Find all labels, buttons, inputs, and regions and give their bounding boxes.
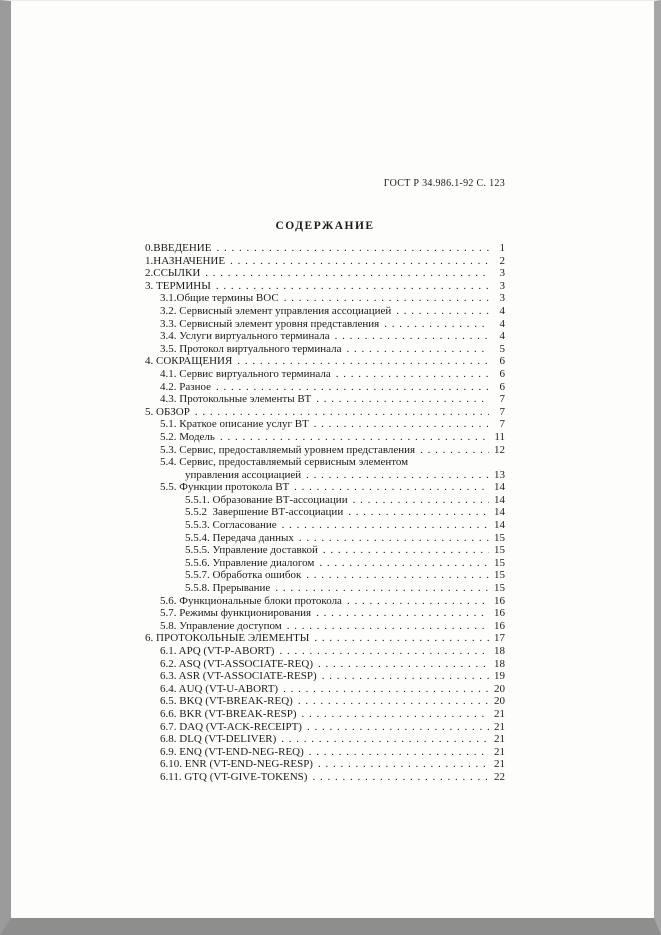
toc-entry	[145, 595, 505, 608]
toc-entry-label: 5.1. Краткое описание услуг ВТ	[160, 418, 309, 431]
toc-entry-label: 5.3. Сервис, предоставляемый уровнем представления	[160, 443, 416, 456]
toc-entry-page: 4	[499, 317, 505, 330]
toc-entry-label: 4.2. Разное	[160, 380, 211, 393]
toc-entry	[145, 305, 505, 318]
toc-entry	[145, 418, 505, 431]
dot-leader	[232, 355, 489, 368]
toc-entry	[145, 658, 505, 671]
toc-entry-page: 21	[494, 745, 505, 758]
toc-entry-label: управления ассоциацией	[185, 468, 302, 481]
toc-entry-page: 13	[494, 468, 505, 481]
toc-entry	[145, 381, 505, 394]
toc-entry-page: 3	[499, 292, 505, 305]
toc-entry-label: 6.11. GTQ (VT-GIVE-TOKENS)	[160, 770, 308, 783]
toc-entry-label: 5.5.4. Передача данных	[185, 531, 294, 544]
dot-leader	[379, 318, 489, 331]
toc-entry-label: 6.7. DAQ (VT-ACK-RECEIPT)	[160, 720, 302, 733]
toc-entry-label: 6. ПРОТОКОЛЬНЫЕ ЭЛЕМЕНТЫ	[145, 632, 310, 645]
toc-entry	[145, 267, 505, 280]
dot-leader	[301, 469, 489, 482]
dot-leader	[391, 305, 489, 318]
toc-entry-page: 20	[494, 682, 505, 695]
toc-entry-label: 5.2. Модель	[160, 430, 215, 443]
toc-entry-page: 7	[499, 393, 505, 406]
toc-entry-page: 3	[499, 279, 505, 292]
dot-leader	[330, 330, 489, 343]
toc-entry	[145, 431, 505, 444]
dot-leader	[301, 569, 489, 582]
toc-entry-label: 3. ТЕРМИНЫ	[145, 279, 211, 292]
dot-leader	[297, 708, 490, 721]
dot-leader	[348, 494, 489, 507]
toc-entry-page: 17	[494, 632, 505, 645]
toc-entry-label: 5.5.7. Обработка ошибок	[185, 569, 302, 582]
toc-entry	[145, 318, 505, 331]
toc-entry-page: 22	[494, 770, 505, 783]
toc-entry	[145, 368, 505, 381]
toc-entry	[145, 645, 505, 658]
doc-reference-header: ГОСТ Р 34.986.1-92 С. 123	[383, 178, 505, 189]
dot-leader	[311, 607, 489, 620]
dot-leader	[415, 444, 489, 457]
toc-entry	[145, 519, 505, 532]
dot-leader	[282, 620, 489, 633]
toc-entry-page: 14	[494, 519, 505, 532]
toc-entry-label: 6.3. ASR (VT-ASSOCIATE-RESP)	[160, 670, 317, 683]
toc-entry	[145, 569, 505, 582]
toc-entry-label: 5.5.8. Прерывание	[185, 582, 271, 595]
toc-entry-page: 7	[499, 405, 505, 418]
toc-entry-page: 6	[499, 367, 505, 380]
dot-leader	[309, 632, 489, 645]
toc-entry-page: 19	[494, 670, 505, 683]
toc-entry-label: 5.7. Режимы функционирования	[160, 607, 312, 620]
dot-leader	[274, 645, 489, 658]
toc-entry-label: 5.5.2 Завершение ВТ-ассоциации	[185, 506, 344, 519]
toc-entry-label: 6.9. ENQ (VT-END-NEG-REQ)	[160, 745, 304, 758]
toc-entry	[145, 506, 505, 519]
dot-leader	[225, 255, 489, 268]
dot-leader	[200, 267, 489, 280]
toc-entry-label: 3.1.Общие термины ВОС	[160, 292, 279, 305]
toc-entry-page: 3	[499, 267, 505, 280]
dot-leader	[342, 343, 489, 356]
dot-leader	[215, 431, 489, 444]
toc-entry-label: 5.5.1. Образование ВТ-ассоциации	[185, 493, 348, 506]
dot-leader	[270, 582, 489, 595]
toc-entry-page: 21	[494, 733, 505, 746]
toc-entry	[145, 607, 505, 620]
toc-entry-label: 3.4. Услуги виртуального терминала	[160, 330, 330, 343]
toc-entry-page: 21	[494, 758, 505, 771]
toc-entry-label: 2.ССЫЛКИ	[145, 267, 201, 280]
toc-entry-page: 21	[494, 707, 505, 720]
dot-leader	[276, 733, 489, 746]
toc-entry	[145, 494, 505, 507]
dot-leader	[277, 519, 489, 532]
toc-entry-page: 6	[499, 380, 505, 393]
toc-entry-page: 12	[494, 443, 505, 456]
dot-leader	[294, 532, 489, 545]
toc-entry	[145, 733, 505, 746]
dot-leader	[211, 381, 489, 394]
toc-entry-page: 14	[494, 506, 505, 519]
toc-entry	[145, 758, 505, 771]
toc-entry-label: 5.5.5. Управление доставкой	[185, 544, 318, 557]
toc-entry-label: 3.5. Протокол виртуального терминала	[160, 342, 342, 355]
toc-entry	[145, 456, 505, 469]
toc-entry	[145, 695, 505, 708]
toc-entry-label: 5.4. Сервис, предоставляемый сервисным элементом	[160, 456, 409, 469]
toc-entry	[145, 343, 505, 356]
toc-entry-page: 18	[494, 657, 505, 670]
toc-entry-label: 3.3. Сервисный элемент уровня представления	[160, 317, 380, 330]
toc-entry	[145, 544, 505, 557]
toc-entry	[145, 532, 505, 545]
toc-entry-label: 6.1. APQ (VT-P-ABORT)	[160, 645, 275, 657]
toc-entry-label: 5.5.3. Согласование	[185, 519, 277, 532]
toc-entry-page: 1	[499, 242, 505, 254]
toc-entry	[145, 683, 505, 696]
dot-leader	[307, 771, 489, 784]
dot-leader	[293, 695, 489, 708]
toc-entry-page: 4	[499, 304, 505, 317]
toc-entry	[145, 292, 505, 305]
toc-entry-page: 18	[494, 645, 505, 657]
toc-entry-label: 5.6. Функциональные блоки протокола	[160, 594, 342, 607]
dot-leader	[343, 506, 489, 519]
toc-entry	[145, 721, 505, 734]
toc-entry	[145, 242, 505, 255]
dot-leader	[309, 418, 489, 431]
dot-leader	[190, 406, 489, 419]
toc-entry-page: 16	[494, 594, 505, 607]
toc-entry-label: 5.5. Функции протокола ВТ	[160, 481, 290, 494]
toc-entry	[145, 708, 505, 721]
dot-leader	[304, 746, 489, 759]
dot-leader	[313, 758, 489, 771]
toc-entry-label: 0.ВВЕДЕНИЕ	[145, 242, 212, 254]
dot-leader	[279, 292, 489, 305]
toc-entry-page: 15	[494, 582, 505, 595]
toc-entry-label: 5. ОБЗОР	[145, 405, 190, 418]
toc-entry-page: 5	[499, 342, 505, 355]
toc-entry-label: 6.2. ASQ (VT-ASSOCIATE-REQ)	[160, 657, 313, 670]
toc-list	[145, 242, 505, 784]
toc-entry-page: 20	[494, 695, 505, 708]
toc-entry	[145, 670, 505, 683]
dot-leader	[331, 368, 489, 381]
dot-leader	[317, 670, 489, 683]
toc-entry	[145, 406, 505, 419]
toc-entry-page: 6	[499, 355, 505, 368]
dot-leader	[278, 683, 489, 696]
toc-entry	[145, 481, 505, 494]
toc-entry-label: 4.3. Протокольные элементы ВТ	[160, 393, 312, 406]
dot-leader	[302, 721, 489, 734]
toc-entry	[145, 393, 505, 406]
toc-entry-label: 6.4. AUQ (VT-U-ABORT)	[160, 682, 279, 695]
toc-entry-page: 21	[494, 720, 505, 733]
toc-entry	[145, 771, 505, 784]
toc-entry	[145, 444, 505, 457]
toc-entry-page: 15	[494, 569, 505, 582]
page-title: СОДЕРЖАНИЕ	[275, 220, 375, 232]
toc-entry-label: 5.8. Управление доступом	[160, 619, 282, 632]
dot-leader	[318, 544, 489, 557]
toc-entry-page: 7	[499, 418, 505, 431]
toc-entry	[145, 330, 505, 343]
dot-leader	[314, 557, 489, 570]
toc-entry-page: 15	[494, 544, 505, 557]
dot-leader	[342, 595, 489, 608]
toc-entry	[145, 280, 505, 293]
toc-entry-label: 3.2. Сервисный элемент управления ассоциацией	[160, 304, 392, 317]
toc-entry-label: 5.5.6. Управление диалогом	[185, 556, 315, 569]
dot-leader	[311, 393, 489, 406]
toc-entry-page: 16	[494, 607, 505, 620]
toc-entry-label: 4. СОКРАЩЕНИЯ	[145, 355, 233, 368]
toc-entry	[145, 620, 505, 633]
toc-entry-page: 14	[494, 481, 505, 494]
toc-entry-label: 6.6. BKR (VT-BREAK-RESP)	[160, 707, 297, 720]
toc-entry-page: 15	[494, 531, 505, 544]
dot-leader	[211, 280, 489, 293]
toc-entry-page: 15	[494, 556, 505, 569]
dot-leader	[211, 242, 489, 255]
toc-entry-label: 6.5. BKQ (VT-BREAK-REQ)	[160, 695, 293, 708]
toc-entry-page: 2	[499, 254, 505, 267]
toc-entry	[145, 255, 505, 268]
page-content	[145, 1, 505, 784]
toc-entry	[145, 632, 505, 645]
toc-entry	[145, 355, 505, 368]
toc-entry-label: 6.10. ENR (VT-END-NEG-RESP)	[160, 758, 313, 771]
dot-leader	[313, 658, 489, 671]
toc-entry	[145, 469, 505, 482]
toc-entry	[145, 557, 505, 570]
toc-entry-page: 16	[494, 619, 505, 632]
toc-entry-page: 14	[494, 493, 505, 506]
toc-entry-label: 1.НАЗНАЧЕНИЕ	[145, 254, 226, 267]
toc-entry-label: 6.8. DLQ (VT-DELIVER)	[160, 733, 277, 746]
toc-entry-page: 11	[494, 430, 505, 443]
dot-leader	[289, 481, 489, 494]
toc-entry	[145, 746, 505, 759]
toc-entry-label: 4.1. Сервис виртуального терминала	[160, 367, 331, 380]
toc-entry-page: 4	[499, 330, 505, 343]
toc-entry	[145, 582, 505, 595]
